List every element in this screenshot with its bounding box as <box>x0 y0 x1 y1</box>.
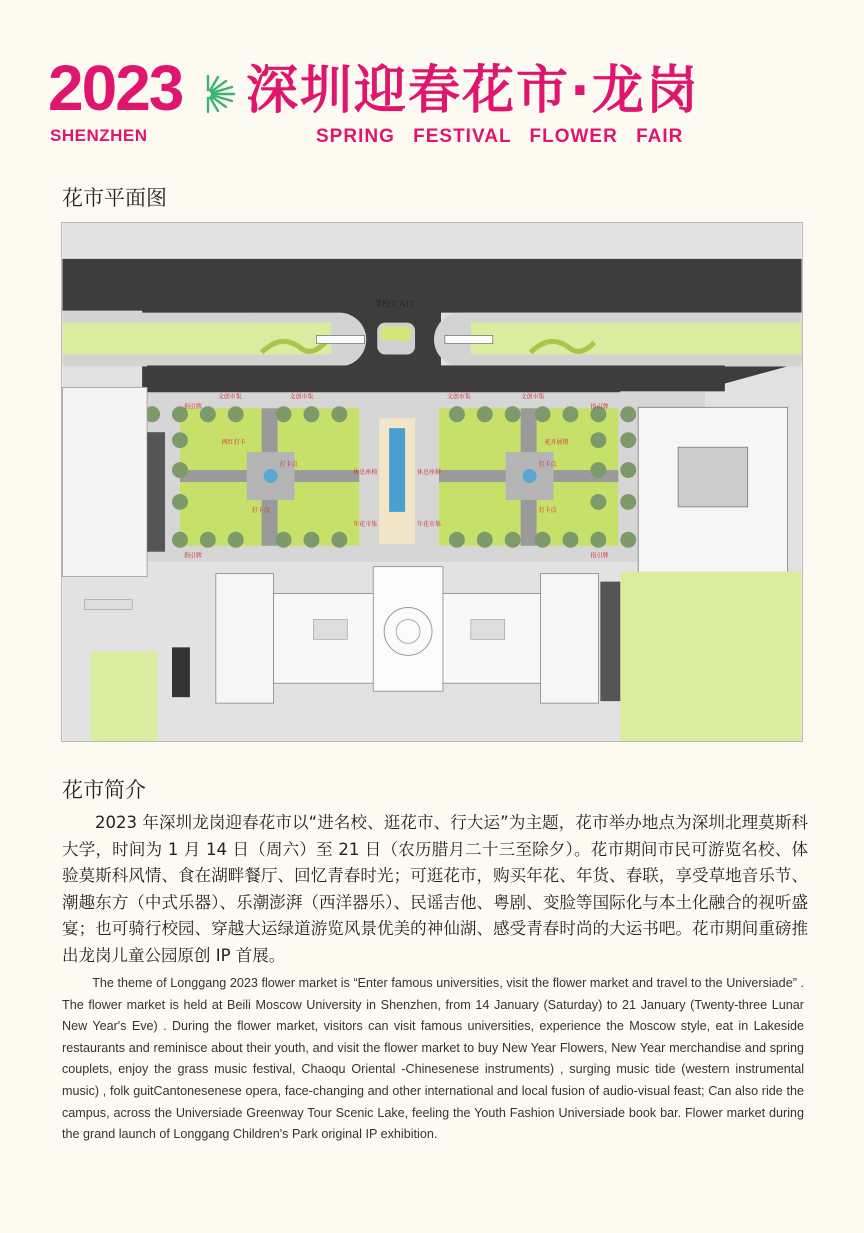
label-creative-market: 文创市集 <box>520 393 545 401</box>
map-heading: 花市平面图 <box>62 186 167 210</box>
logo-year: 2023 <box>48 52 183 124</box>
fair-title-chinese: 深圳迎春花市·龙岗 <box>246 61 700 121</box>
main-building <box>216 567 599 703</box>
label-flower-sale: 花卉展销 <box>544 439 569 447</box>
label-online-photo: 网红打卡 <box>221 439 246 447</box>
intro-paragraph-english: The theme of Longgang 2023 flower market is “Enter famous universities, visit the flower market and travel to the Universiade” . The flower market is held at Beili Moscow University in Shenzhen, from 14 January (Saturday) to 21 January (Twenty-three Lunar New Year's Eve) . During the flower market, visitors can visit famous universities, experience the Moscow style, eat in Lakeside restaurants and reminisce about their youth, and visit the flower market to buy New Year Flowers, New Year merchandise and spring couplets, enjoy the grass music festival, Chaoqu Oriental -Chinesenese instruments) , surging music tide (western instrumental music) , folk guitCantonesenese opera, face-changing and other international and local fusion of audio-visual feast; Can also ride the campus, across the Universiade Greenway Tour Scenic Lake, feeling the Youth Fashion Universiade book bar. Flower market during the grand launch of Longgang Children's Park original IP exhibition. <box>62 976 804 1142</box>
left-building <box>62 387 147 576</box>
label-signpost: 指引牌 <box>590 403 609 411</box>
road <box>62 259 801 313</box>
sunburst-logo-icon <box>204 72 238 116</box>
intro-section <box>62 776 808 1146</box>
label-creative-market: 文创市集 <box>446 393 471 401</box>
logo-city: SHENZHEN <box>50 126 148 145</box>
site-plan-map <box>61 222 803 742</box>
label-flower-market: 年花市集 <box>417 520 441 528</box>
label-flower-market: 年花市集 <box>353 520 378 528</box>
label-checkin: 打卡点 <box>538 506 557 514</box>
label-checkin: 打卡点 <box>279 461 298 469</box>
label-main-entrance: 学校主入口 <box>374 299 415 309</box>
intro-heading: 花市简介 <box>62 778 146 802</box>
fair-title-english: SPRING FESTIVAL FLOWER FAIR <box>316 126 684 147</box>
label-checkin: 打卡点 <box>538 461 557 469</box>
label-checkin: 打卡点 <box>251 506 270 514</box>
intro-paragraph-chinese: 2023 年深圳龙岗迎春花市以“进名校、逛花市、行大运”为主题，花市举办地点为深圳北理莫斯科大学，时间为 1 月 14 日（周六）至 21 日（农历腊月二十三至除夕）。花市期间市民可游览名校、体验莫斯科风情、食在湖畔餐厅、回忆青春时光；可逛花市，购买年花、年货、春联，享受草地音乐节、潮趣东方（中式乐器）、乐潮澎湃（西洋器乐）、民谣吉他、粤剧、变脸等国际化与本土化融合的视听盛宴；也可骑行校园、穿越大运绿道游览风景优美的神仙湖、感受青春时尚的大运书吧。花市期间重磅推出龙岗儿童公园原创 IP 首展。 <box>62 813 808 965</box>
label-creative-market: 文创市集 <box>289 393 314 401</box>
label-rest-seats: 休息座椅 <box>417 469 441 477</box>
pool <box>389 428 405 512</box>
label-creative-market: 文创市集 <box>217 393 242 401</box>
label-signpost: 指引牌 <box>183 403 202 411</box>
label-rest-seats: 休息座椅 <box>353 469 378 477</box>
label-signpost: 指引牌 <box>590 552 609 560</box>
label-signpost: 指引牌 <box>183 552 202 560</box>
